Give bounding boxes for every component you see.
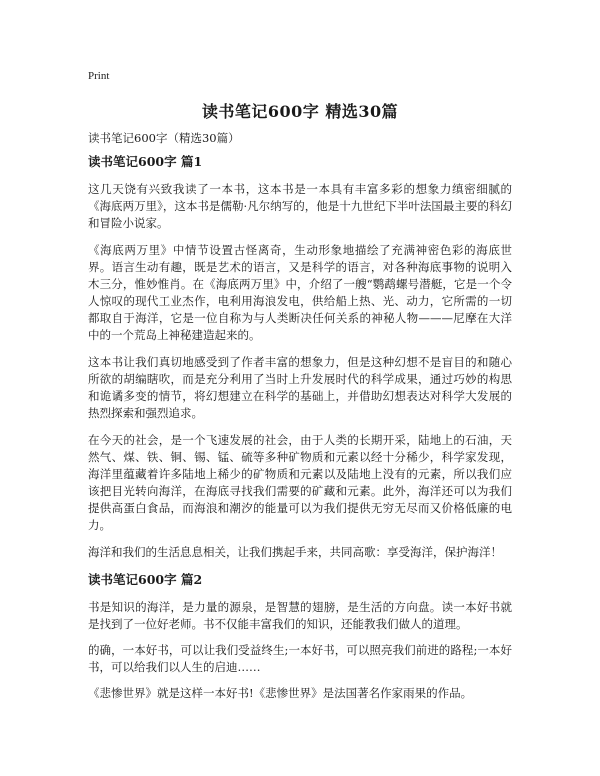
print-link[interactable]: Print (88, 70, 110, 82)
paragraph: 《海底两万里》中情节设置古怪离奇，生动形象地描绘了充满神密色彩的海底世界。语言生动有趣，既是艺术的语言，又是科学的语言，对各种海底事物的说明入木三分，惟妙惟肖。在《海底两万里》中，介绍了一艘“鹦鹉螺号潜艇，它是一个令人惊叹的现代工业杰作，电利用海浪发电，供给船上热、光、动力，它所需的一切都取自于海洋，它是一位自称为与人类断决任何关系的神秘人物———尼摩在大洋中的一个荒岛上神秘建造起来的。 (88, 243, 512, 342)
paragraph: 在今天的社会，是一个飞速发展的社会，由于人类的长期开采，陆地上的石油，天然气、煤、铁、铜、锡、锰、硫等多种矿物质和元素以经十分稀少，科学家发现，海洋里蕴藏着许多陆地上稀少的矿物质和元素以及陆地上没有的元素，所以我们应该把目光转向海洋，在海底寻找我们需要的矿藏和元素。此外，海洋还可以为我们提供高蛋白食品，而海浪和潮汐的能量可以为我们提供无穷无尽而又价格低廉的电力。 (88, 433, 512, 532)
paragraph: 这本书让我们真切地感受到了作者丰富的想象力，但是这种幻想不是盲目的和随心所欲的胡编瞎吹，而是充分利用了当时上升发展时代的科学成果，通过巧妙的构思和诡谲多变的情节，将幻想建立在科学的基础上，并借助幻想表达对科学大发展的热烈探索和强烈追求。 (88, 355, 512, 420)
paragraph: 书是知识的海洋，是力量的源泉，是智慧的翅膀，是生活的方向盘。读一本好书就是找到了一位好老师。书不仅能丰富我们的知识，还能教我们做人的道理。 (88, 600, 512, 631)
document-body (88, 130, 512, 711)
page-title: 读书笔记600字 精选30篇 (201, 102, 399, 121)
paragraph: 这几天饶有兴致我读了一本书，这本书是一本具有丰富多彩的想象力缜密细腻的《海底两万里》，这本书是儒勒·凡尔纳写的，他是十九世纪下半叶法国最主要的科幻和冒险小说家。 (88, 182, 512, 230)
paragraph: 《悲惨世界》就是这样一本好书!《悲惨世界》是法国著名作家雨果的作品。 (88, 686, 473, 700)
section-heading-1: 读书笔记600字 篇1 (88, 154, 203, 169)
paragraph: 的确，一本好书，可以让我们受益终生;一本好书，可以照亮我们前进的路程;一本好书，可以给我们以人生的启迪…… (88, 643, 512, 674)
document-subtitle: 读书笔记600字（精选30篇） (88, 131, 240, 145)
paragraph: 海洋和我们的生活息息相关，让我们携起手来，共同高歌：享受海洋，保护海洋！ (88, 545, 502, 559)
section-heading-2: 读书笔记600字 篇2 (88, 572, 203, 587)
